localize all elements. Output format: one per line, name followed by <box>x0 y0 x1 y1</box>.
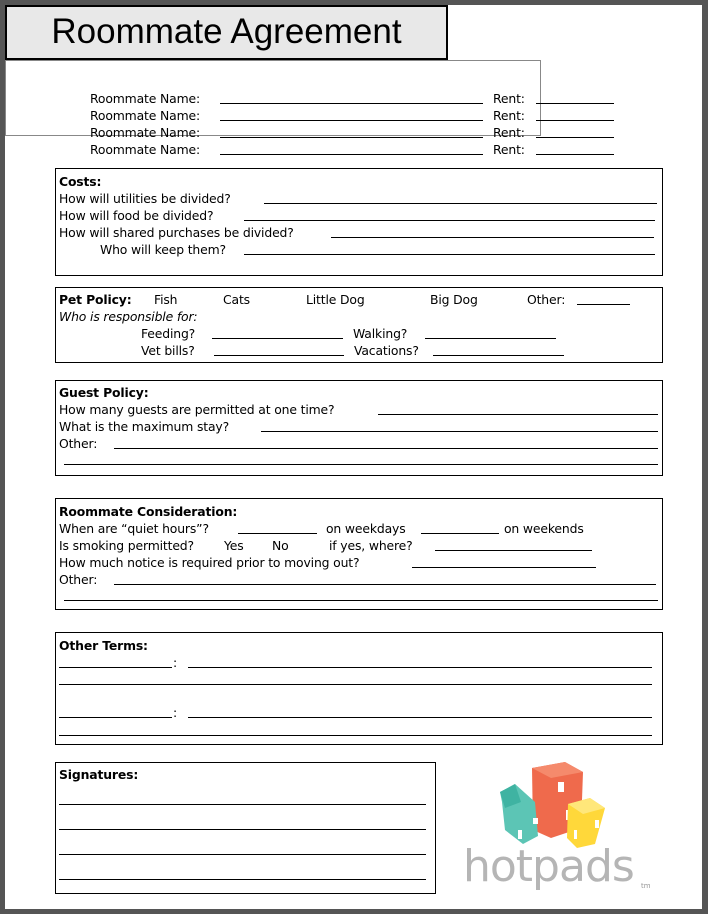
pet-option-fish[interactable]: Fish <box>154 292 178 307</box>
purchases-question: How will shared purchases be divided? <box>59 225 294 240</box>
logo-text: hotpads <box>463 841 634 892</box>
name-label: Roommate Name: <box>90 142 200 157</box>
rent-field[interactable] <box>536 154 614 155</box>
pet-other-field[interactable] <box>577 304 630 305</box>
rent-field[interactable] <box>536 103 614 104</box>
feeding-field[interactable] <box>212 338 343 339</box>
rent-label: Rent: <box>493 91 525 106</box>
page-title: Roommate Agreement <box>5 5 448 60</box>
walking-label: Walking? <box>353 326 408 341</box>
vet-label: Vet bills? <box>141 343 195 358</box>
notice-question: How much notice is required prior to moving out? <box>59 555 360 570</box>
term-colon: : <box>173 705 178 720</box>
feeding-label: Feeding? <box>141 326 196 341</box>
consideration-other-field-2[interactable] <box>64 600 658 601</box>
rent-field[interactable] <box>536 120 614 121</box>
vet-field[interactable] <box>214 355 344 356</box>
where-field[interactable] <box>435 550 592 551</box>
guest-other-field[interactable] <box>114 448 658 449</box>
food-field[interactable] <box>244 220 655 221</box>
weekdays-field[interactable] <box>238 533 317 534</box>
guest-other-label: Other: <box>59 436 98 451</box>
term-value-field[interactable] <box>188 717 652 718</box>
term-name-field[interactable] <box>59 717 172 718</box>
quiet-question: When are “quiet hours”? <box>59 521 209 536</box>
name-field[interactable] <box>220 154 483 155</box>
guests-question: How many guests are permitted at one time? <box>59 402 335 417</box>
pet-header: Pet Policy: <box>59 292 132 307</box>
utilities-field[interactable] <box>264 203 657 204</box>
name-label: Roommate Name: <box>90 125 200 140</box>
terms-header: Other Terms: <box>59 638 148 653</box>
term-colon: : <box>173 655 178 670</box>
roommate-names-section <box>5 60 541 136</box>
notice-field[interactable] <box>412 567 596 568</box>
pet-option-big-dog[interactable]: Big Dog <box>430 292 478 307</box>
consideration-header: Roommate Consideration: <box>59 504 238 519</box>
signature-line[interactable] <box>59 879 426 880</box>
name-label: Roommate Name: <box>90 108 200 123</box>
keep-field[interactable] <box>244 254 655 255</box>
buildings-icon <box>455 758 655 848</box>
name-field[interactable] <box>220 120 483 121</box>
stay-question: What is the maximum stay? <box>59 419 230 434</box>
hotpads-logo <box>455 758 655 898</box>
stay-field[interactable] <box>261 431 658 432</box>
responsible-label: Who is responsible for: <box>59 309 198 324</box>
guests-field[interactable] <box>378 414 658 415</box>
vacations-label: Vacations? <box>354 343 419 358</box>
weekends-field[interactable] <box>421 533 499 534</box>
signature-line[interactable] <box>59 854 426 855</box>
purchases-field[interactable] <box>331 237 654 238</box>
where-label: if yes, where? <box>329 538 413 553</box>
name-field[interactable] <box>220 137 483 138</box>
weekdays-label: on weekdays <box>326 521 406 536</box>
logo-tm: tm <box>641 882 651 890</box>
walking-field[interactable] <box>425 338 556 339</box>
term-value-field-2[interactable] <box>59 684 652 685</box>
guest-other-field-2[interactable] <box>64 464 658 465</box>
term-name-field[interactable] <box>59 667 172 668</box>
costs-header: Costs: <box>59 174 102 189</box>
rent-label: Rent: <box>493 142 525 157</box>
pet-option-other[interactable]: Other: <box>527 292 566 307</box>
rent-label: Rent: <box>493 125 525 140</box>
smoking-question: Is smoking permitted? <box>59 538 194 553</box>
keep-question: Who will keep them? <box>100 242 226 257</box>
name-label: Roommate Name: <box>90 91 200 106</box>
utilities-question: How will utilities be divided? <box>59 191 231 206</box>
food-question: How will food be divided? <box>59 208 214 223</box>
consideration-other-field[interactable] <box>114 584 656 585</box>
signature-line[interactable] <box>59 804 426 805</box>
weekends-label: on weekends <box>504 521 584 536</box>
smoking-yes[interactable]: Yes <box>224 538 244 553</box>
rent-field[interactable] <box>536 137 614 138</box>
pet-option-cats[interactable]: Cats <box>223 292 250 307</box>
rent-label: Rent: <box>493 108 525 123</box>
name-field[interactable] <box>220 103 483 104</box>
consideration-other-label: Other: <box>59 572 98 587</box>
smoking-no[interactable]: No <box>272 538 289 553</box>
guest-header: Guest Policy: <box>59 385 149 400</box>
signature-line[interactable] <box>59 829 426 830</box>
vacations-field[interactable] <box>433 355 564 356</box>
term-value-field[interactable] <box>188 667 652 668</box>
term-value-field-2[interactable] <box>59 735 652 736</box>
signatures-header: Signatures: <box>59 767 139 782</box>
pet-option-little-dog[interactable]: Little Dog <box>306 292 365 307</box>
